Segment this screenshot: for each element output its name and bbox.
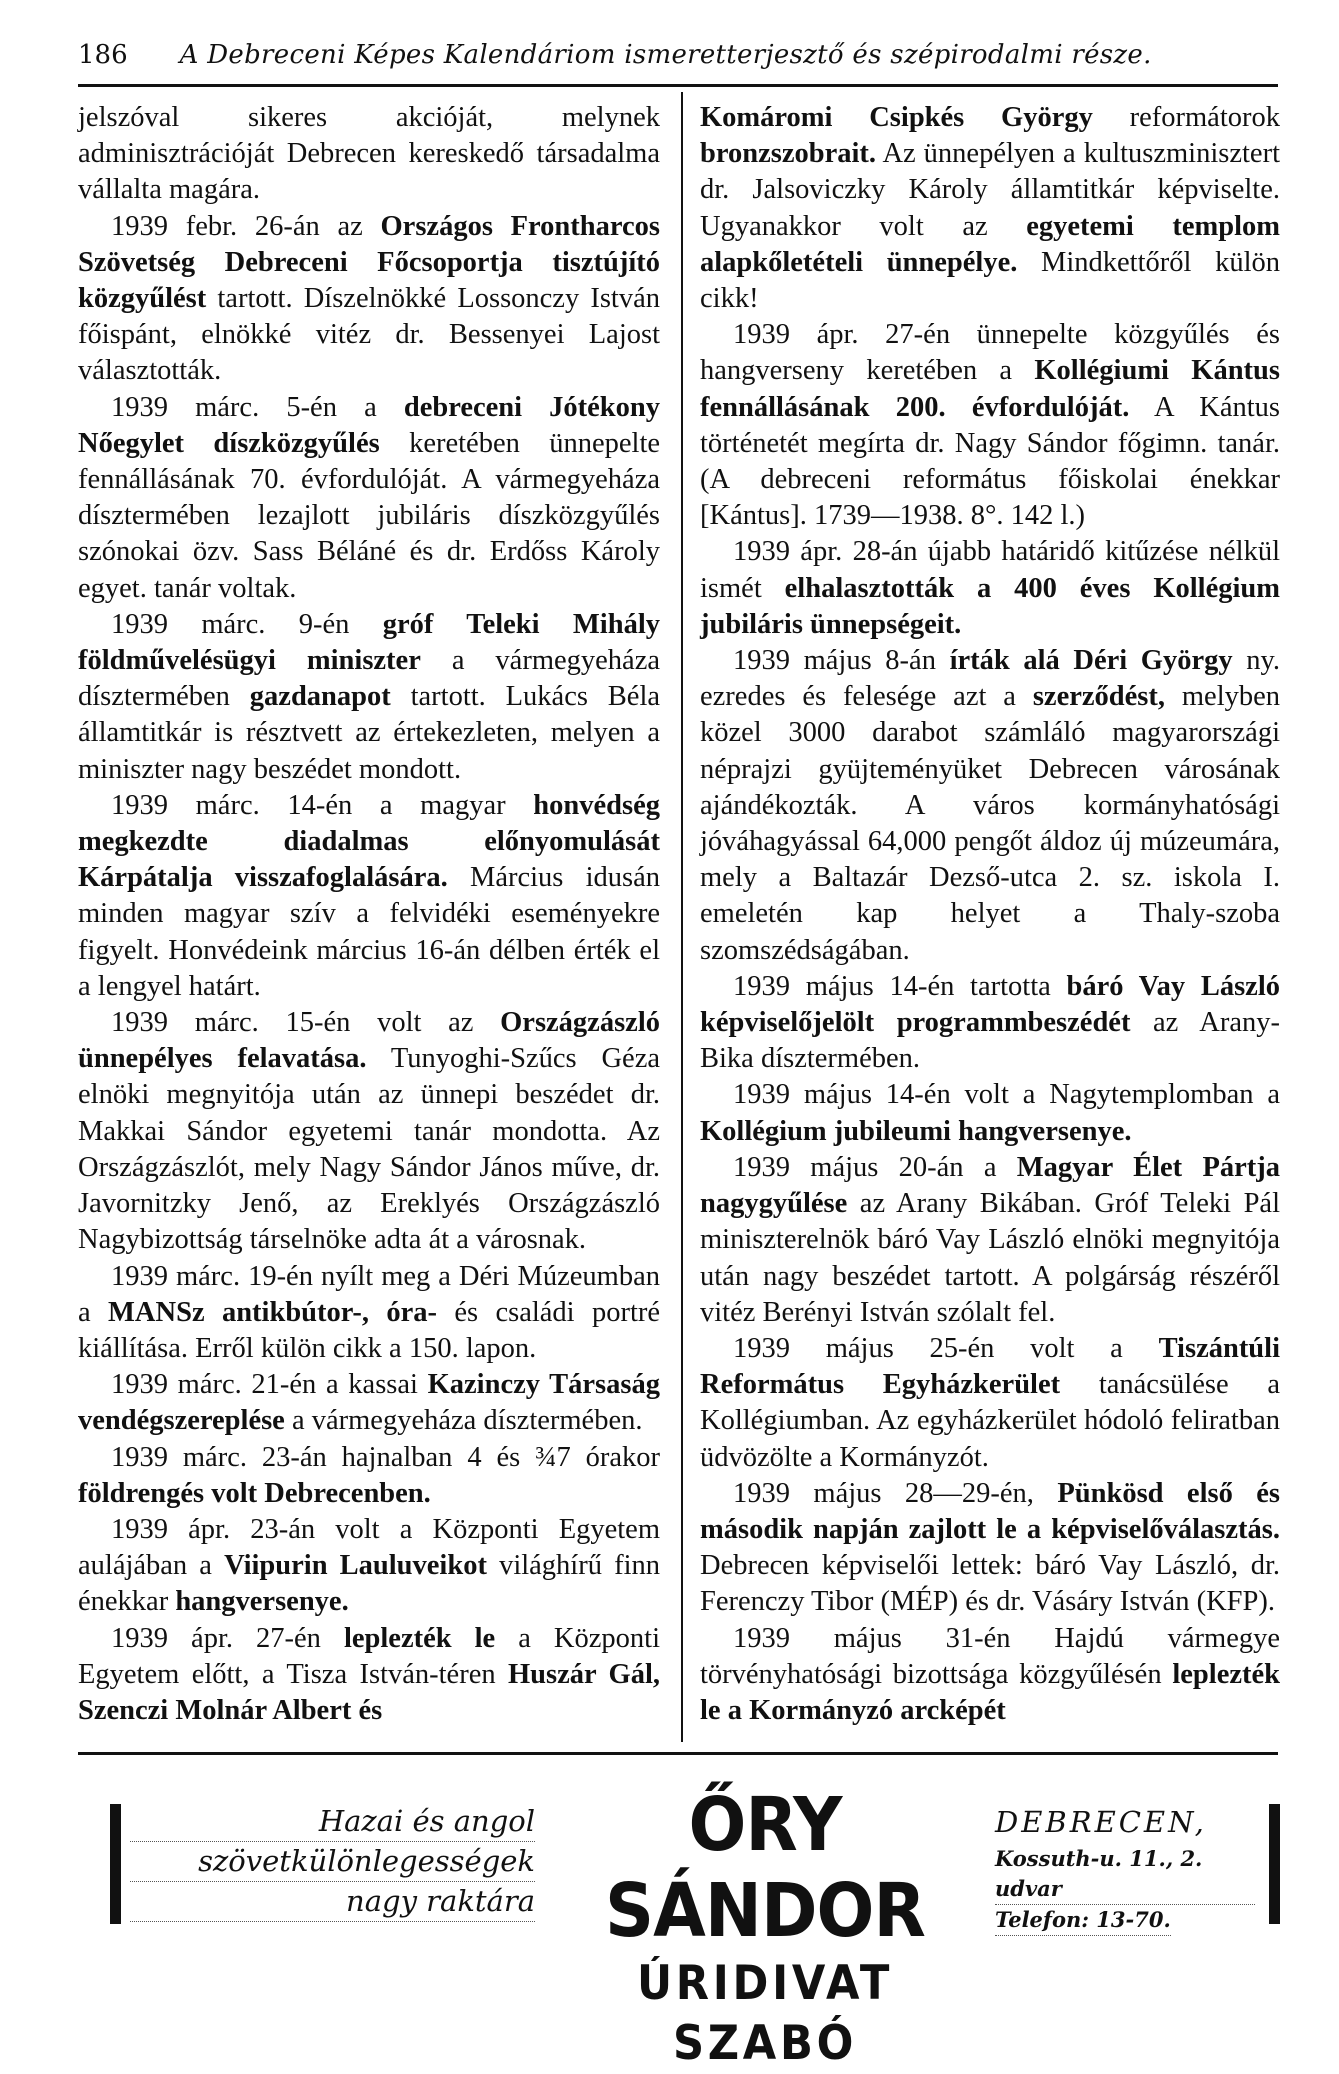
text-run: jelszóval sikeres akcióját, melynek adminisztrációját Debrecen kereskedő társadalma vállalta magára. xyxy=(78,102,660,206)
text-run: 1939 márc. 21-én a kassai xyxy=(111,1369,428,1401)
bold-phrase: Pünkösd első és második napján zajlott le a képviselőválasztás. xyxy=(700,1477,1280,1545)
bold-phrase: elhalasztották a 400 éves Kollégium jubiláris ünnepségeit. xyxy=(700,572,1280,640)
text-run: melyben közel 3000 darabot számláló magyarországi néprajzi gyüjteményüket Debrecen városának ajándékozták. A város kormányhatósági jóváhagyással 64,000 pengőt áldoz új múzeumára, mely a Baltazár Dezső-utca 2. sz. iskola I. emeletén kap helyet a Thaly-szoba szomszédságában. xyxy=(700,681,1281,966)
text-run: Március idusán minden magyar szív a felvidéki eseményekre figyelt. Honvédeink március 16-án délben érték el a lengyel határt. xyxy=(78,862,660,1002)
bold-phrase: Viipurin Lauluveikot xyxy=(224,1550,487,1582)
article-paragraph xyxy=(78,607,660,788)
ad-right-bar xyxy=(1269,1804,1280,1924)
bold-phrase: debreceni Jótékony Nőegylet díszközgyűlés xyxy=(78,391,661,459)
text-run: 1939 május 31-én Hajdú vármegye törvényhatósági bizottsága közgyűlésén xyxy=(700,1622,1280,1690)
bold-phrase: leplezték le a Kormányzó arcképét xyxy=(700,1658,1280,1726)
text-run: 1939 ápr. 28-án újabb határidő kitűzése nélkül ismét xyxy=(700,536,1280,604)
text-run: 1939 febr. 26-án az xyxy=(111,210,381,242)
text-run: 1939 ápr. 23-án volt a Központi Egyetem aulájában a xyxy=(78,1513,660,1582)
bottom-rule xyxy=(78,1752,1278,1755)
ad-contact xyxy=(995,1800,1255,1936)
ad-left-text xyxy=(130,1802,535,1922)
bold-phrase: Huszár Gál, Szenczi Molnár Albert és xyxy=(78,1658,660,1726)
bold-phrase: Országos Frontharcos Szövetség Debreceni Főcsoportja tisztújító közgyűlést xyxy=(78,210,660,315)
article-paragraph xyxy=(700,100,1280,317)
column-divider xyxy=(681,92,683,1742)
article-paragraph xyxy=(78,1440,660,1512)
text-run: a vármegyeháza dísztermében. xyxy=(284,1405,643,1437)
article-paragraph xyxy=(700,317,1280,534)
text-run: 1939 május 28—29-én, xyxy=(733,1477,1058,1509)
bold-phrase: leplezték le xyxy=(343,1622,496,1654)
text-run: tartott. Díszelnökké Lossonczy István főispánt, elnökké vitéz dr. Bessenyei Lajost választották. xyxy=(78,283,660,387)
bold-phrase: földrengés volt Debrecenben. xyxy=(78,1477,431,1509)
article-paragraph xyxy=(78,100,660,209)
text-run: 1939 márc. 14-én a magyar xyxy=(111,789,534,821)
text-run: 1939 május 8-án xyxy=(733,645,950,677)
bold-phrase: Kollégium jubileumi hangversenye. xyxy=(700,1115,1132,1147)
page-header xyxy=(78,40,1278,80)
ad-left-bar xyxy=(110,1804,121,1924)
header-rule xyxy=(78,84,1278,87)
text-run: az Arany-Bika dísztermében. xyxy=(700,1007,1280,1075)
text-run: a Központi Egyetem előtt, a Tisza István-téren xyxy=(78,1622,660,1690)
right-column xyxy=(700,100,1280,1729)
text-run: Debrecen képviselői lettek: báró Vay László, dr. Ferenczy Tibor (MÉP) és dr. Vásáry István (KFP). xyxy=(700,1550,1280,1618)
text-run: 1939 márc. 9-én xyxy=(111,608,383,640)
bold-phrase: Komáromi Csipkés György xyxy=(700,102,1093,133)
bold-phrase: MANSz antikbútor-, óra- xyxy=(108,1296,437,1328)
ad-left-line: nagy raktára xyxy=(130,1882,535,1922)
ad-left-line: Hazai és angol xyxy=(130,1802,535,1842)
bold-phrase: Országzászló ünnepélyes felavatása. xyxy=(78,1007,660,1075)
article-paragraph xyxy=(700,969,1280,1078)
bold-phrase: Kazinczy Társaság vendégszereplése xyxy=(78,1369,660,1437)
article-paragraph xyxy=(700,1077,1280,1149)
text-run: 1939 május 25-én volt a xyxy=(733,1332,1159,1364)
text-run: a vármegyeháza dísztermében xyxy=(78,645,660,713)
article-paragraph xyxy=(78,1621,660,1730)
text-run: 1939 ápr. 27-én ünnepelte közgyűlés és hangverseny keretében a xyxy=(700,319,1280,387)
article-paragraph xyxy=(78,390,660,607)
bold-phrase: gazdanapot xyxy=(249,681,391,713)
article-paragraph xyxy=(700,1476,1280,1621)
text-run: az Arany Bikában. Gróf Teleki Pál miniszterelnök báró Vay László elnöki megnyitója után nagy beszédet tartott. A polgárság részéről vitéz Berényi István szólalt fel. xyxy=(700,1188,1280,1328)
text-run: tartott. Lukács Béla államtitkár is résztvett az értekezleten, melyen a miniszter nagy beszédet mondott. xyxy=(78,681,661,785)
text-run: Tunyoghi-Szűcs Géza elnöki megnyitója után az ünnepi beszédet dr. Makkai Sándor egyetemi tanár mondotta. Az Országzászlót, mely Nagy Sándor János műve, dr. Javornitzky Jenő, az Ereklyés Országzászló Nagybizottság társelnöke adta át a városnak. xyxy=(78,1043,661,1256)
text-run: és családi portré kiállítása. Erről külön cikk a 150. lapon. xyxy=(78,1296,661,1364)
ad-left-line: szövetkülönlegességek xyxy=(130,1842,535,1882)
bold-phrase: gróf Teleki Mihály földművelésügyi miniszter xyxy=(78,608,660,677)
ad-city: DEBRECEN, xyxy=(995,1805,1207,1839)
text-run: keretében ünnepelte fennállásának 70. évfordulóját. A vármegyeháza dísztermében lezajlott jubiláris díszközgyűlés szónokai özv. Sass Béláné és dr. Erdőss Károly egyet. tanár voltak. xyxy=(78,427,661,604)
ad-name: ŐRY SÁNDOR xyxy=(605,1782,925,1954)
ad-trade: ÚRIDIVAT SZABÓ xyxy=(636,1956,894,2071)
bold-phrase: Magyar Élet Pártja nagygyűlése xyxy=(700,1151,1280,1220)
text-run: 1939 ápr. 27-én xyxy=(111,1622,344,1654)
article-paragraph xyxy=(78,1367,660,1439)
article-paragraph xyxy=(700,534,1280,643)
text-run: 1939 márc. 23-án hajnalban 4 és ¾7 órakor xyxy=(111,1441,660,1473)
bold-phrase: báró Vay László képviselőjelölt programmbeszédét xyxy=(700,970,1280,1039)
page-number: 186 xyxy=(78,40,128,70)
text-run: 1939 márc. 19-én nyílt meg a Déri Múzeumban a xyxy=(78,1260,660,1328)
article-paragraph xyxy=(78,209,660,390)
bold-phrase: Tiszántúli Református Egyházkerület xyxy=(700,1332,1280,1401)
text-run: Mindkettőről külön cikk! xyxy=(700,246,1280,315)
text-run: 1939 márc. 15-én volt az xyxy=(111,1007,501,1039)
text-run: 1939 május 20-án a xyxy=(733,1151,1017,1183)
ad-address: Kossuth-u. 11., 2. udvar xyxy=(995,1844,1255,1905)
text-run: A Kántus történetét megírta dr. Nagy Sándor főgimn. tanár. (A debreceni református főiskolai énekkar [Kántus]. 1739—1938. 8°. 142 l.) xyxy=(700,391,1280,532)
text-run: reformátorok xyxy=(1092,102,1280,133)
article-paragraph xyxy=(78,1512,660,1621)
text-run: Az ünnepélyen a kultuszminisztert dr. Jalsoviczky Károly államtitkár képviselte. Ugyanakkor volt az xyxy=(700,138,1280,242)
bold-phrase: szerződést, xyxy=(1032,681,1165,713)
bold-phrase: írták alá Déri György xyxy=(949,645,1233,677)
ad-brand xyxy=(550,1782,980,2074)
article-paragraph xyxy=(78,1005,660,1258)
article-paragraph xyxy=(700,1331,1280,1476)
article-paragraph xyxy=(700,643,1280,969)
text-run: 1939 május 14-én volt a Nagytemplomban a xyxy=(733,1079,1280,1111)
article-paragraph xyxy=(700,1150,1280,1331)
bold-phrase: honvédség megkezdte diadalmas előnyomulását Kárpátalja visszafoglalására. xyxy=(78,789,660,894)
ad-phone: Telefon: 13-70. xyxy=(995,1905,1171,1936)
text-run: ny. ezredes és felesége azt a xyxy=(700,645,1280,713)
text-run: tanácsülése a Kollégiumban. Az egyházkerület hódoló feliratban üdvözölte a Kormányzót. xyxy=(700,1369,1280,1473)
advertisement xyxy=(110,1782,1280,2071)
article-paragraph xyxy=(700,1621,1280,1730)
text-run: 1939 márc. 5-én a xyxy=(111,391,404,423)
text-run: világhírű finn énekkar xyxy=(78,1550,660,1618)
left-column xyxy=(78,100,660,1729)
article-paragraph xyxy=(78,788,660,1005)
bold-phrase: bronzszobrait. xyxy=(700,138,877,170)
bold-phrase: hangversenye. xyxy=(175,1586,349,1618)
bold-phrase: egyetemi templom alapkőletételi ünnepélye. xyxy=(700,210,1280,278)
running-title: A Debreceni Képes Kalendáriom ismeretterjesztő és szépirodalmi része. xyxy=(179,40,1152,70)
bold-phrase: Kollégiumi Kántus fennállásának 200. évfordulóját. xyxy=(700,355,1280,423)
text-run: 1939 május 14-én tartotta xyxy=(733,970,1067,1002)
article-paragraph xyxy=(78,1259,660,1368)
